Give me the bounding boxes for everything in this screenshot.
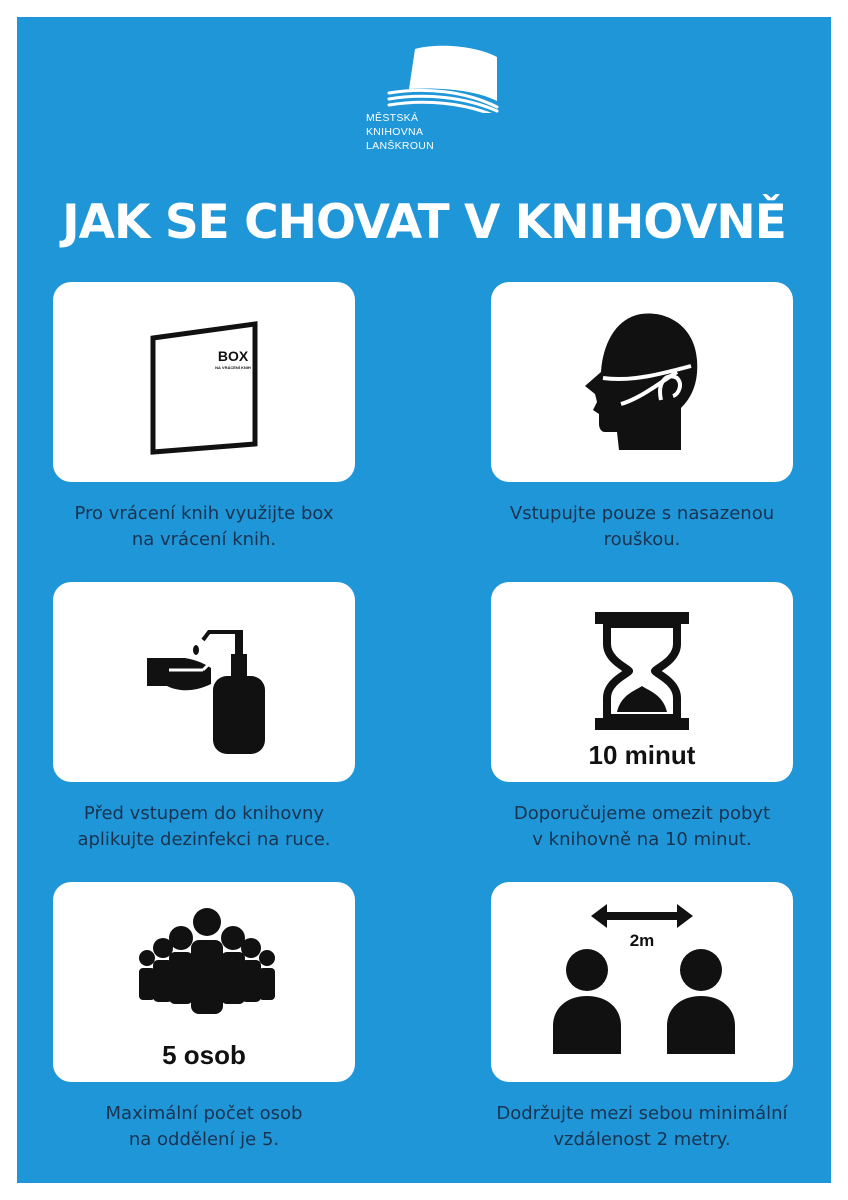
rule-caption-return-box xyxy=(53,501,355,553)
library-name-line-2: KNIHOVNA xyxy=(366,126,424,138)
distance-label: 2m xyxy=(629,931,655,950)
hand-sanitizer-icon xyxy=(53,582,355,782)
hourglass-label: 10 minut xyxy=(588,740,696,770)
rule-card-return-box xyxy=(53,282,355,482)
rule-caption-face-mask xyxy=(491,501,793,553)
caption-line-2: rouškou. xyxy=(603,529,681,550)
caption-line-1: Doporučujeme omezit pobyt xyxy=(513,803,771,824)
rule-caption-social-distance xyxy=(491,1101,793,1153)
book-return-box-icon xyxy=(53,282,355,482)
caption-line-1: Pro vrácení knih využijte box xyxy=(74,503,334,524)
poster-title: JAK SE CHOVAT V KNIHOVNĚ xyxy=(62,195,786,250)
group-label: 5 osob xyxy=(162,1040,246,1070)
library-name-line-3: LANŠKROUN xyxy=(366,140,435,152)
caption-line-2: na vrácení knih. xyxy=(131,529,277,550)
rule-card-hand-sanitizer xyxy=(53,582,355,782)
caption-line-1: Maximální počet osob xyxy=(105,1103,303,1124)
caption-line-2: vzdálenost 2 metry. xyxy=(553,1129,731,1150)
caption-line-2: na oddělení je 5. xyxy=(128,1129,280,1150)
rule-card-hourglass xyxy=(491,582,793,782)
caption-line-2: v knihovně na 10 minut. xyxy=(532,829,752,850)
caption-line-2: aplikujte dezinfekci na ruce. xyxy=(77,829,331,850)
rule-card-social-distance xyxy=(491,882,793,1082)
rule-card-face-mask xyxy=(491,282,793,482)
caption-line-1: Dodržujte mezi sebou minimální xyxy=(496,1103,788,1124)
book-logo-icon xyxy=(385,43,505,113)
social-distance-icon xyxy=(491,882,793,1082)
rule-caption-hourglass xyxy=(491,801,793,853)
box-sublabel: NA VRÁCENÍ KNIH xyxy=(215,365,251,370)
rule-caption-hand-sanitizer xyxy=(53,801,355,853)
library-name xyxy=(366,111,434,153)
caption-line-1: Vstupujte pouze s nasazenou xyxy=(509,503,775,524)
face-mask-icon xyxy=(491,282,793,482)
box-label: BOX xyxy=(217,348,249,364)
rule-caption-group-of-people xyxy=(53,1101,355,1153)
caption-line-1: Před vstupem do knihovny xyxy=(83,803,325,824)
rule-card-group-of-people xyxy=(53,882,355,1082)
library-name-line-1: MĚSTSKÁ xyxy=(366,112,419,124)
poster xyxy=(17,17,831,1183)
